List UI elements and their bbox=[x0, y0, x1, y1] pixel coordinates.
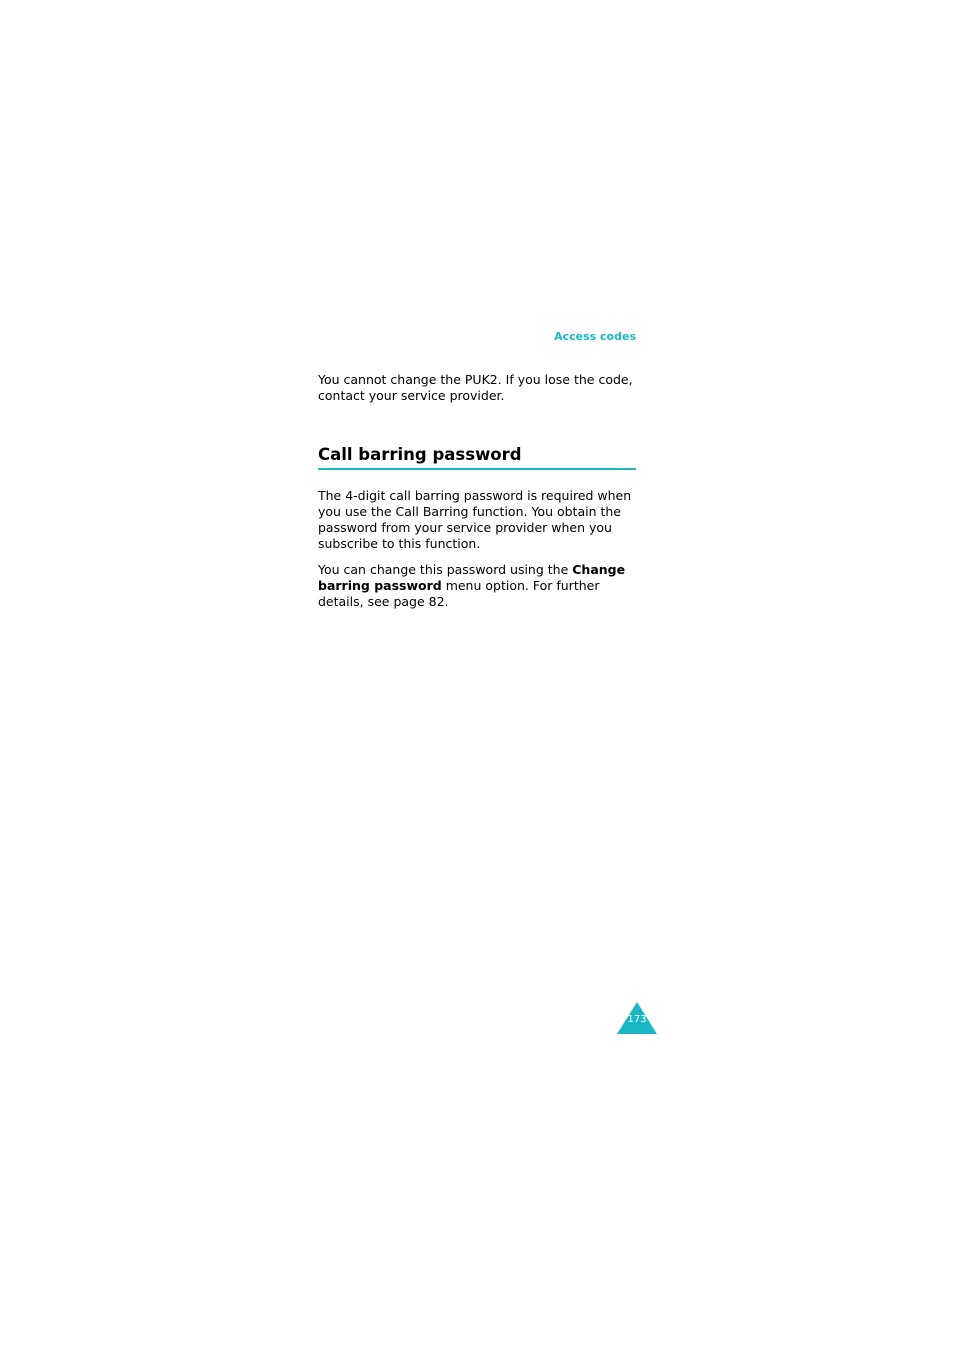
body-paragraph-with-menu-reference bbox=[318, 562, 636, 610]
page-number: 173 bbox=[627, 1014, 647, 1025]
page-content bbox=[318, 372, 636, 610]
paragraph-text: menu option. For further details, see page 82. bbox=[318, 578, 600, 609]
menu-option-name: Change barring password bbox=[318, 562, 626, 593]
intro-paragraph: You cannot change the PUK2. If you lose the code, contact your service provider. bbox=[318, 372, 633, 403]
paragraph-text: You can change this password using the bbox=[318, 562, 573, 577]
page-number-badge bbox=[617, 1002, 657, 1034]
running-header: Access codes bbox=[554, 330, 636, 343]
body-paragraph: The 4-digit call barring password is required when you use the Call Barring function. You obtain the password from your service provider when you subscribe to this function. bbox=[318, 488, 632, 551]
section-heading: Call barring password bbox=[318, 444, 636, 470]
